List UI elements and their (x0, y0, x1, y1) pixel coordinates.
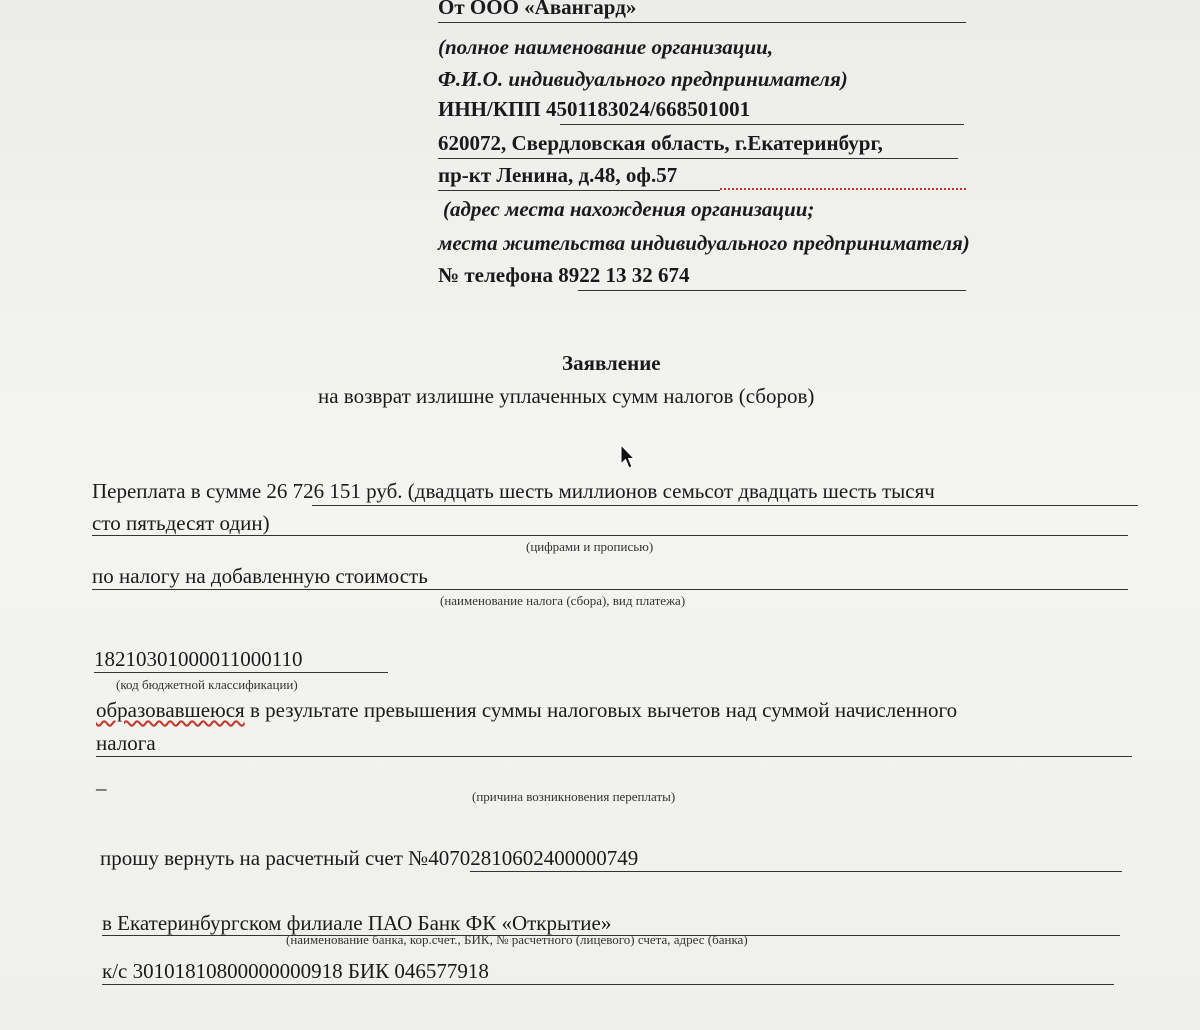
bank-value: в Екатеринбургском филиале ПАО Банк ФК «Открытие» (102, 911, 612, 935)
overpay-underline (312, 505, 1138, 506)
bank-caption: (наименование банка, кор.счет., БИК, № расчетного (лицевого) счета, адрес (банка) (286, 932, 748, 947)
kbk-underline (94, 672, 388, 673)
reason-word: образовавшеюся (96, 698, 245, 722)
reason-row (96, 697, 957, 723)
org-note-2: Ф.И.О. индивидуального предпринимателя) (438, 67, 848, 91)
from-underline (438, 22, 966, 23)
overpay-2-underline (92, 535, 1128, 536)
overpay-value-2: сто пятьдесят один) (92, 511, 270, 535)
reason-value-2: налога (96, 731, 156, 755)
kbk-value: 18210301000011000110 (94, 647, 303, 671)
address-line-2: пр-кт Ленина, д.48, оф.57 (438, 163, 678, 187)
inn-underline (560, 124, 964, 125)
account-row (100, 845, 638, 871)
inn-row (438, 96, 750, 122)
phone-value: 8922 13 32 674 (558, 263, 690, 287)
tax-underline (92, 589, 1128, 590)
address-2-red-underline (720, 188, 966, 190)
addr-note-2: места жительства индивидуального предпринимателя) (438, 231, 970, 255)
address-line-1: 620072, Свердловская область, г.Екатеринбург, (438, 131, 883, 155)
org-note-1: (полное наименование организации, (438, 35, 774, 59)
ks-underline (102, 984, 1114, 985)
reason-value: в результате превышения суммы налоговых вычетов над суммой начисленного (244, 698, 958, 722)
from-org: От ООО «Авангард» (438, 0, 637, 19)
overpay-row (92, 478, 935, 504)
page-subtitle: на возврат излишне уплаченных сумм налогов (сборов) (318, 384, 815, 408)
page-title: Заявление (562, 351, 661, 375)
account-underline (470, 871, 1122, 872)
reason-dash: _ (96, 769, 107, 793)
inn-value: 4501183024/668501001 (545, 97, 751, 121)
reason-caption: (причина возникновения переплаты) (472, 789, 676, 804)
account-value: №40702810602400000749 (408, 846, 639, 870)
overpay-label: Переплата в сумме (92, 479, 262, 503)
tax-caption: (наименование налога (сбора), вид платежа) (440, 593, 686, 608)
overpay-value: 26 726 151 руб. (двадцать шесть миллионов семьсот двадцать шесть тысяч (266, 479, 935, 503)
ks-value: к/с 30101810800000000918 БИК 046577918 (102, 959, 489, 983)
tax-value: по налогу на добавленную стоимость (92, 564, 428, 588)
inn-label: ИНН/КПП (438, 97, 541, 121)
reason-underline (96, 756, 1132, 757)
addr-note-1: (адрес места нахождения организации; (443, 197, 815, 221)
phone-label: № телефона (438, 263, 553, 287)
kbk-caption: (код бюджетной классификации) (116, 677, 298, 692)
account-label: прошу вернуть на расчетный счет (100, 846, 403, 870)
overpay-caption: (цифрами и прописью) (526, 539, 654, 554)
address-1-underline (438, 158, 958, 159)
address-2-underline (438, 190, 720, 191)
phone-row (438, 262, 689, 288)
phone-underline (578, 290, 966, 291)
